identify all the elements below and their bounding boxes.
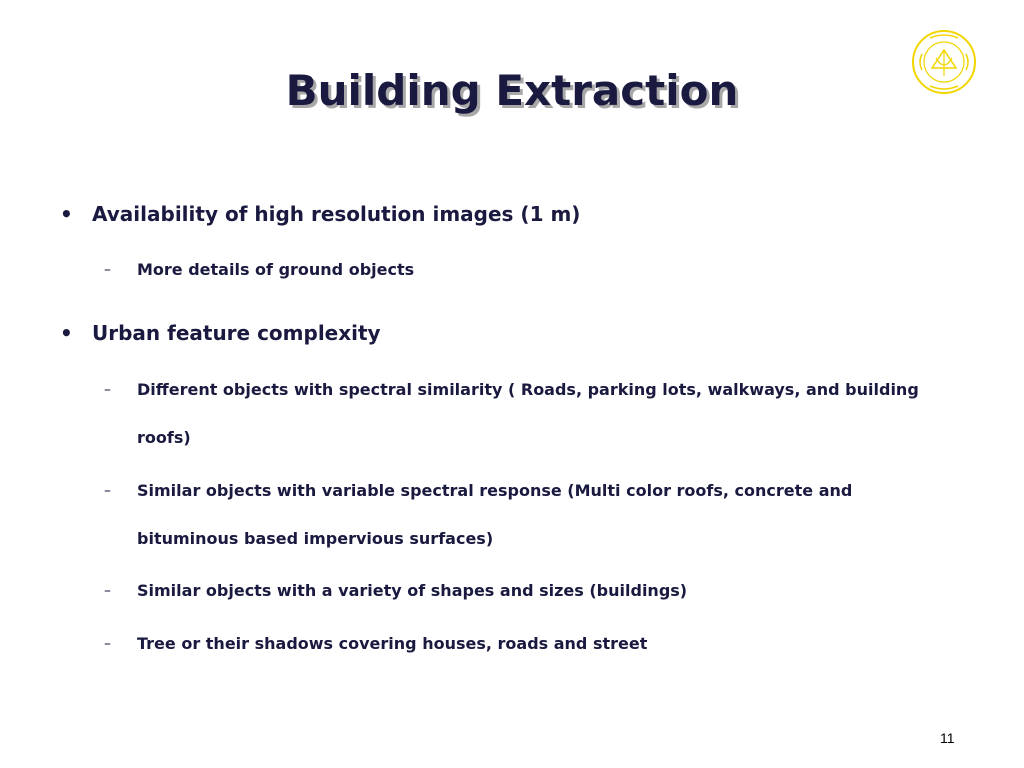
sub-bullet-marker: – xyxy=(104,483,111,499)
sub-bullet-text: Similar objects with a variety of shapes and sizes (buildings) xyxy=(137,581,688,600)
bullet-marker: • xyxy=(60,202,73,226)
bullet-item xyxy=(60,321,381,345)
sub-bullet-marker: – xyxy=(104,382,111,398)
sub-bullet-marker: – xyxy=(104,636,111,652)
sub-bullet-text: Similar objects with variable spectral response (Multi color roofs, concrete and bituminous based impervious surfaces) xyxy=(137,481,853,548)
sub-bullet-marker: – xyxy=(104,262,111,278)
university-seal-icon xyxy=(910,28,978,96)
sub-bullet-item xyxy=(104,366,934,462)
bullet-text: Urban feature complexity xyxy=(92,321,381,345)
sub-bullet-item xyxy=(104,246,934,294)
page-number: 11 xyxy=(940,730,955,746)
sub-bullet-item xyxy=(104,620,934,668)
bullet-marker: • xyxy=(60,321,73,345)
sub-bullet-item xyxy=(104,467,934,563)
slide-title: Building Extraction xyxy=(285,66,739,115)
sub-bullet-text: More details of ground objects xyxy=(137,260,415,279)
university-seal-logo xyxy=(910,28,978,96)
bullet-text: Availability of high resolution images (1 m) xyxy=(92,202,581,226)
bullet-item xyxy=(60,202,580,226)
sub-bullet-text: Tree or their shadows covering houses, roads and street xyxy=(137,634,648,653)
sub-bullet-item xyxy=(104,567,934,615)
sub-bullet-text: Different objects with spectral similarity ( Roads, parking lots, walkways, and building roofs) xyxy=(137,380,919,447)
sub-bullet-marker: – xyxy=(104,583,111,599)
